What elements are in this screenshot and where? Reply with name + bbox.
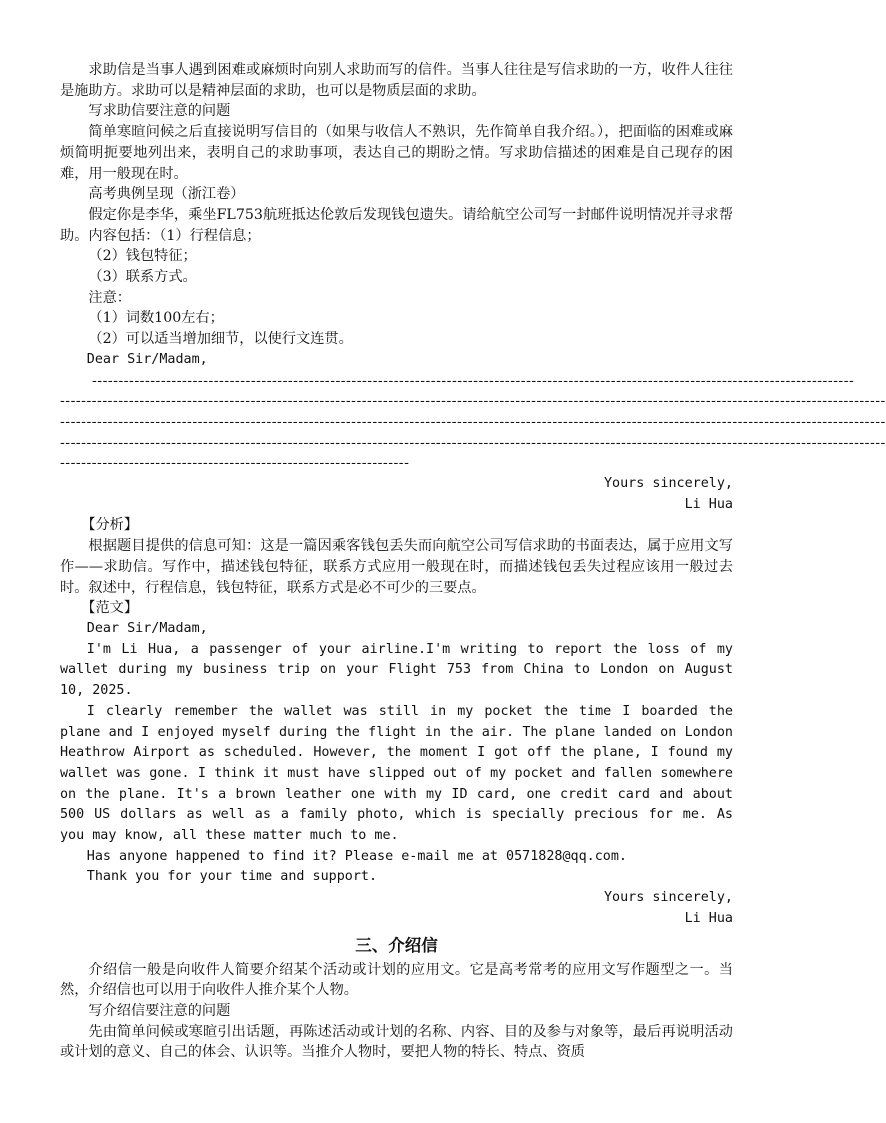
example-signature: Li Hua <box>684 496 733 512</box>
sample-paragraph-4: Thank you for your time and support. <box>86 869 378 885</box>
sample-label: 【范文】 <box>81 600 139 617</box>
answer-line: ------------------------------------------------------------------------------------------------------------------------------------------------------------ <box>60 413 886 430</box>
document-page <box>60 60 886 1063</box>
note-2: （2）可以适当增加细节，以使行文连贯。 <box>88 331 353 348</box>
help-letter-subhead: 写求助信要注意的问题 <box>88 103 231 120</box>
example-label: 高考典例呈现（浙江卷） <box>88 186 245 203</box>
example-item-3: （3）联系方式。 <box>88 269 197 286</box>
help-letter-intro: 求助信是当事人遇到困难或麻烦时向别人求助而写的信件。当事人往往是写信求助的一方，收件人往往是施助方。求助可以是精神层面的求助，也可以是物质层面的求助。 <box>60 62 733 99</box>
section-title: 三、介绍信 <box>355 935 438 955</box>
example-greeting: Dear Sir/Madam, <box>86 351 208 367</box>
sample-paragraph-2: I clearly remember the wallet was still in my pocket the time I boarded the plane and I enjoyed myself during the flight in the air. The plane landed on London Heathrow Airport as scheduled. However, the moment I got off the plane, I found my wallet was gone. I think it must have slipped out of my pocket and fallen somewhere on the plane. It's a brown leather one with my ID card, one credit card and about 500 US dollars as well as a family photo, which is specially precious for me. As you may know, all these matter much to me. <box>60 703 733 844</box>
note-1: （1）词数100左右； <box>88 310 224 327</box>
sample-paragraph-1: I'm Li Hua, a passenger of your airline.I'm writing to report the loss of my wallet during my business trip on your Flight 753 from China to London on August 10, 2025. <box>60 641 733 699</box>
analysis-label: 【分析】 <box>81 517 139 534</box>
intro-letter-definition: 介绍信一般是向收件人简要介绍某个活动或计划的应用文。它是高考常考的应用文写作题型之一。当然，介绍信也可以用于向收件人推介某个人物。 <box>60 961 733 999</box>
answer-line: ------------------------------------------------------------------------------------------------------------------------------------------------------------ <box>60 434 886 451</box>
answer-line: ------------------------------------------------------------------------------------------------------------------------------------------------------------ <box>60 393 886 410</box>
analysis-text: 根据题目提供的信息可知：这是一篇因乘客钱包丢失而向航空公司写信求助的书面表达，属于应用文写作——求助信。写作中，描述钱包特征，联系方式应用一般现在时，而描述钱包丢失过程应该用一般过去时。叙述中，行程信息，钱包特征，联系方式是必不可少的三要点。 <box>60 538 733 596</box>
example-task: 假定你是李华，乘坐FL753航班抵达伦敦后发现钱包遗失。请给航空公司写一封邮件说明情况并寻求帮助。内容包括：（1）行程信息； <box>60 206 733 244</box>
note-label: 注意： <box>88 289 131 306</box>
answer-line: ------------------------------------------------------------------------------------------------------------------------------------------------ <box>92 372 855 389</box>
help-letter-tips: 简单寒暄问候之后直接说明写信目的（如果与收信人不熟识，先作简单自我介绍。），把面临的困难或麻烦简明扼要地列出来，表明自己的求助事项，表达自己的期盼之情。写求助信描述的困难是自己现存的困难，用一般现在时。 <box>60 124 733 182</box>
example-closing: Yours sincerely, <box>604 476 733 492</box>
sample-signature: Li Hua <box>684 910 733 926</box>
sample-closing: Yours sincerely, <box>604 890 733 906</box>
answer-line: ------------------------------------------------------------------ <box>60 455 410 472</box>
intro-letter-tips: 先由简单问候或寒暄引出话题，再陈述活动或计划的名称、内容、目的及参与对象等，最后再说明活动或计划的意义、自己的体会、认识等。当推介人物时，要把人物的特长、特点、资质 <box>60 1023 733 1061</box>
sample-greeting: Dear Sir/Madam, <box>86 620 208 636</box>
example-item-2: （2）钱包特征； <box>88 248 197 265</box>
sample-paragraph-3: Has anyone happened to find it? Please e-mail me at 0571828@qq.com. <box>86 848 627 864</box>
intro-letter-subhead: 写介绍信要注意的问题 <box>88 1002 231 1019</box>
